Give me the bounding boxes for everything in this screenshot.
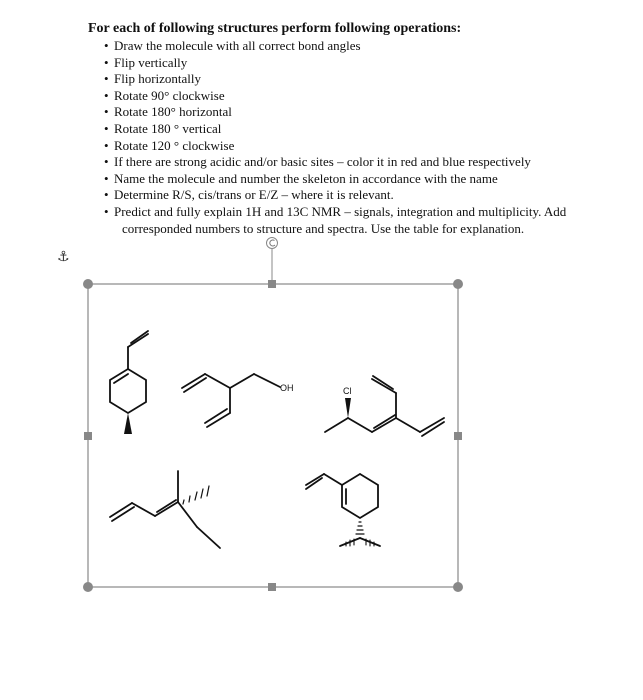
molecule-5-hashed-bond	[346, 539, 374, 546]
operation-item-continuation: corresponded numbers to structure and spectra. Use the table for explanation.	[122, 220, 525, 236]
molecule-3-wedge-bond	[345, 398, 351, 418]
resize-handle-bottom-right[interactable]	[453, 582, 463, 592]
resize-handle-right[interactable]	[454, 432, 462, 440]
operation-item: • Draw the molecule with all correct bond angles	[104, 38, 624, 55]
molecule-4-hashed-bond	[183, 486, 209, 504]
operation-item: • Name the molecule and number the skeleton in accordance with the name	[104, 171, 624, 188]
resize-handle-left[interactable]	[84, 432, 92, 440]
molecule-2-oh-label: OH	[280, 383, 294, 393]
resize-handle-top-right[interactable]	[453, 279, 463, 289]
molecule-5-structure	[306, 474, 380, 546]
resize-handle-top-left[interactable]	[83, 279, 93, 289]
anchor-icon[interactable]: ⚓	[57, 249, 70, 265]
operation-item: • Flip vertically	[104, 55, 624, 72]
molecule-1-structure	[110, 331, 148, 413]
operation-item: • Determine R/S, cis/trans or E/Z – where it is relevant.	[104, 187, 624, 204]
operation-item: • Rotate 120 ° clockwise	[104, 138, 624, 155]
operation-item: • Rotate 180° horizontal	[104, 104, 624, 121]
operation-item: • Flip horizontally	[104, 71, 624, 88]
operation-item: • Rotate 180 ° vertical	[104, 121, 624, 138]
molecule-3-cl-label: Cl	[343, 386, 352, 396]
molecule-5-hashed-bond	[356, 522, 364, 534]
instructions-title: For each of following structures perform following operations:	[88, 21, 462, 36]
resize-handle-top[interactable]	[268, 280, 276, 288]
figure-selection-frame	[88, 284, 458, 587]
operation-item: • Predict and fully explain 1H and 13C NMR – signals, integration and multiplicity. Add	[104, 204, 624, 221]
molecule-4-structure	[110, 471, 220, 548]
operation-item: • Rotate 90° clockwise	[104, 88, 624, 105]
resize-handle-bottom-left[interactable]	[83, 582, 93, 592]
rotate-handle-icon[interactable]	[267, 238, 278, 249]
resize-handle-bottom[interactable]	[268, 583, 276, 591]
molecule-3-structure	[325, 376, 444, 436]
operation-item: • If there are strong acidic and/or basic sites – color it in red and blue respectively	[104, 154, 624, 171]
molecule-2-structure	[182, 374, 280, 427]
molecule-1-wedge-bond	[124, 413, 132, 434]
